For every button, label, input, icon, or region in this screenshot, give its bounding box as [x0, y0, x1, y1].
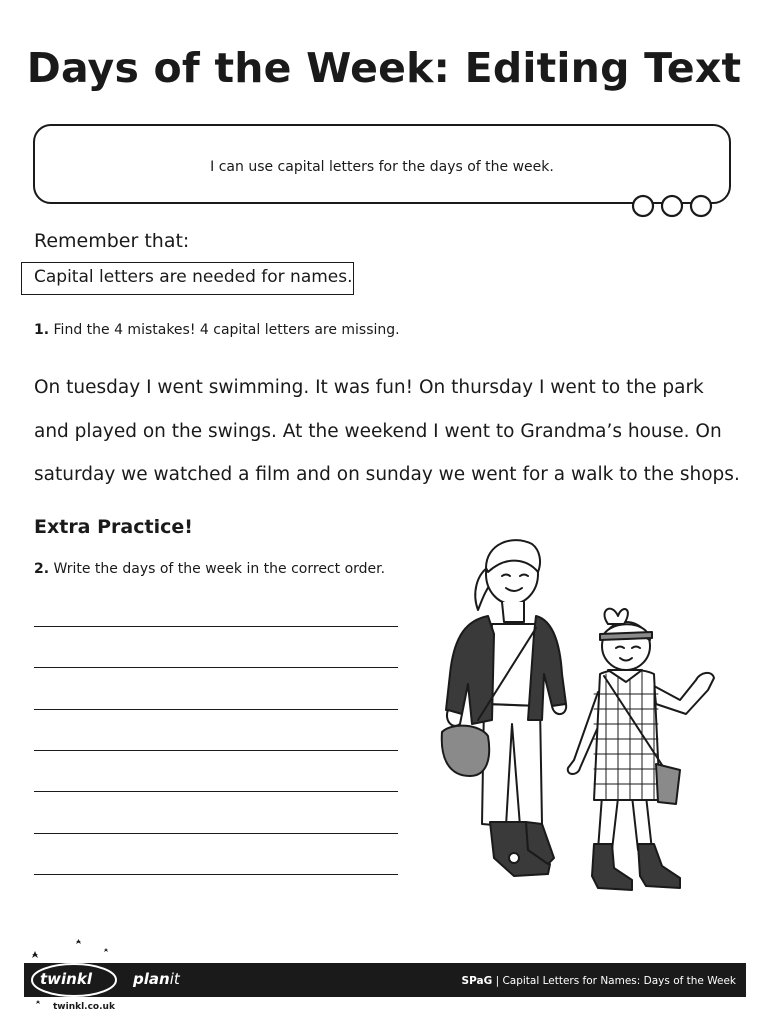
footer-subject-code: SPaG: [461, 975, 493, 987]
answer-line[interactable]: [34, 667, 398, 668]
question-1: [34, 322, 400, 338]
paragraph-line: saturday we watched a film and on sunday we went for a walk to the shops.: [34, 464, 740, 485]
answer-line[interactable]: [34, 626, 398, 627]
twinkl-logo-text: twinkl: [40, 970, 92, 988]
planit-plan: plan: [133, 970, 170, 988]
footer-subject: [440, 975, 736, 987]
answer-line[interactable]: [34, 709, 398, 710]
question-2-instruction: Write the days of the week in the correct order.: [53, 561, 386, 577]
objective-box: [33, 124, 731, 204]
question-2: [34, 561, 385, 577]
paragraph-line: On tuesday I went swimming. It was fun! On thursday I went to the park: [34, 377, 704, 398]
rule-box: [21, 262, 354, 295]
planit-it: it: [169, 970, 180, 988]
paragraph-line: and played on the swings. At the weekend I went to Grandma’s house. On: [34, 420, 722, 442]
answer-line[interactable]: [34, 874, 398, 875]
footer-separator: |: [492, 975, 503, 987]
editing-paragraph: [34, 366, 740, 497]
answer-line[interactable]: [34, 791, 398, 792]
question-2-number: 2.: [34, 561, 50, 577]
rule-text: Capital letters are needed for names.: [34, 267, 353, 287]
page-title: Days of the Week: Editing Text: [26, 44, 742, 92]
footer-topic: Capital Letters for Names: Days of the Week: [502, 975, 736, 987]
three-circles-icon: [628, 193, 718, 219]
woman-and-girl-illustration: [428, 524, 736, 900]
answer-line[interactable]: [34, 750, 398, 751]
question-1-number: 1.: [34, 322, 50, 338]
remember-heading: Remember that:: [34, 230, 190, 252]
question-1-instruction: Find the 4 mistakes! 4 capital letters are missing.: [53, 322, 400, 338]
objective-text: I can use capital letters for the days of the week.: [210, 159, 554, 175]
extra-practice-heading: Extra Practice!: [34, 516, 193, 538]
planit-logo: [133, 970, 180, 988]
twinkl-url: twinkl.co.uk: [53, 1002, 115, 1012]
answer-line[interactable]: [34, 833, 398, 834]
